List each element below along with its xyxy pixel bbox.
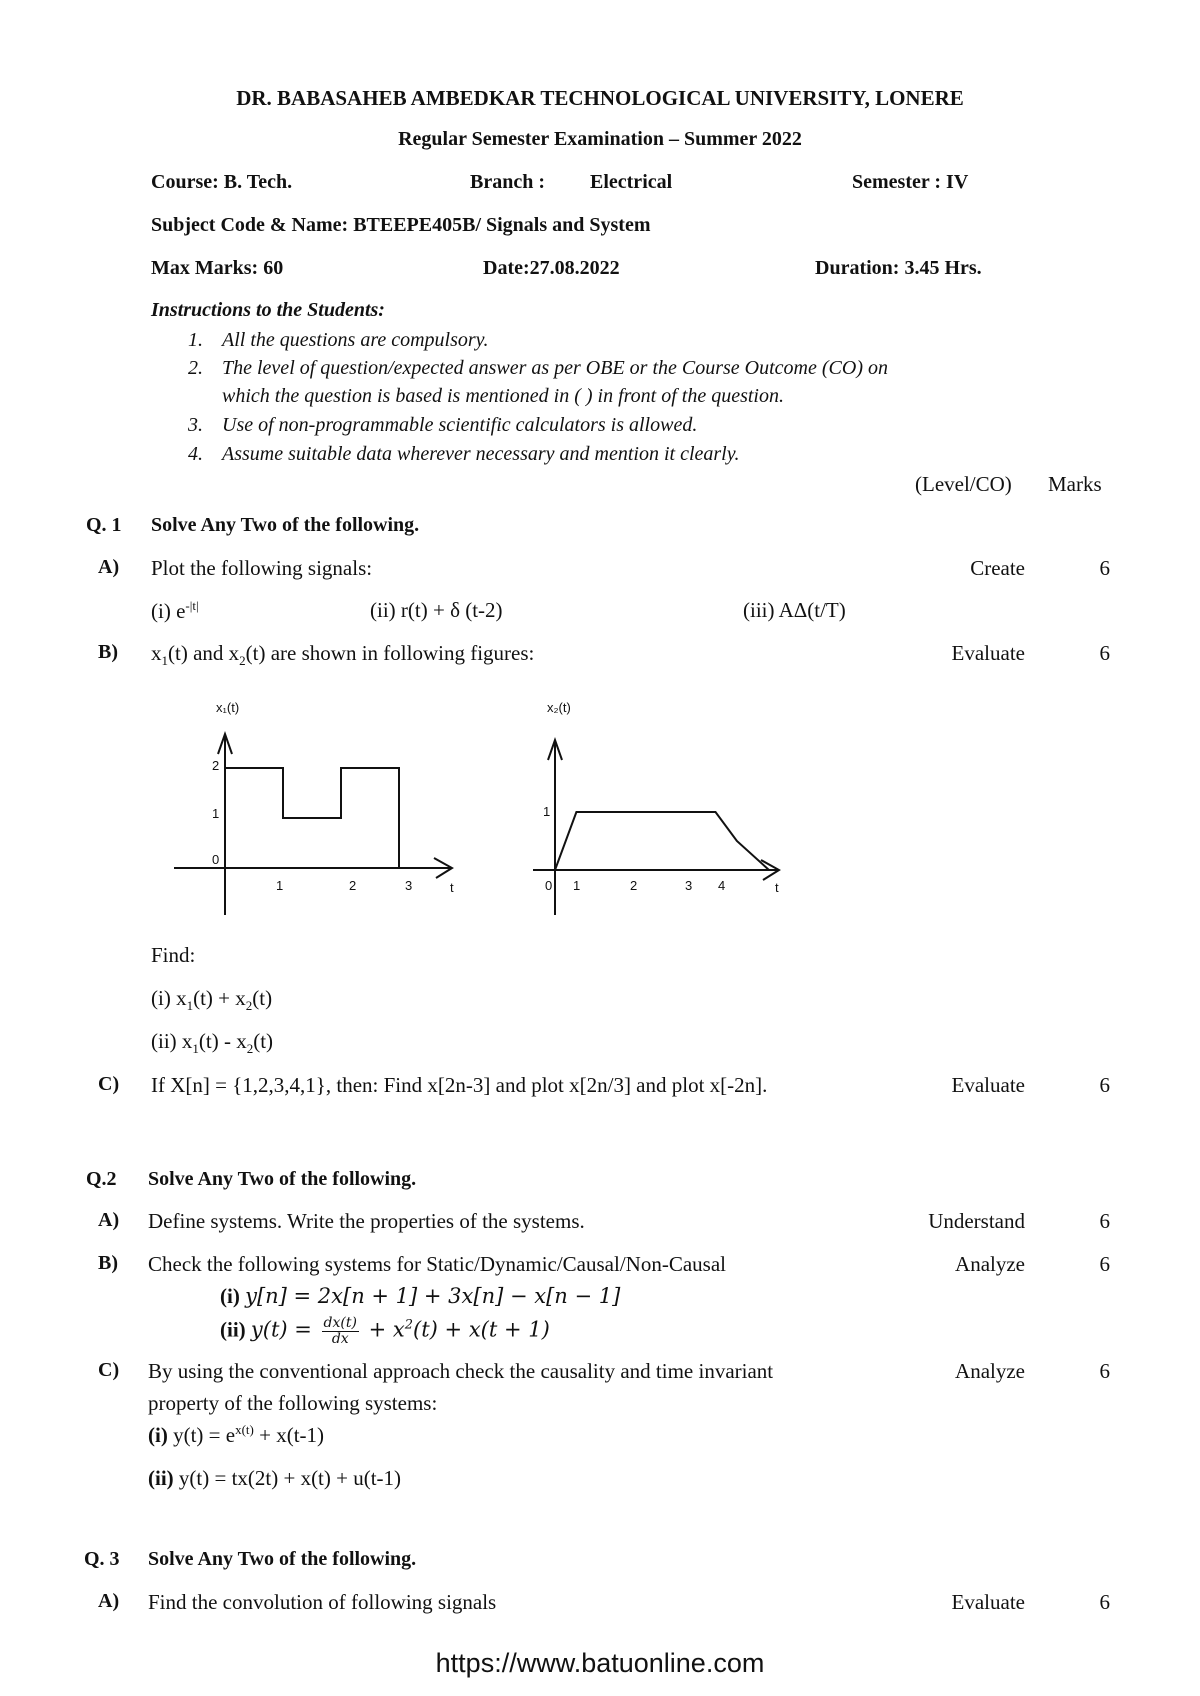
x2-signal-line (555, 812, 769, 870)
x1-xtick-2: 2 (349, 878, 357, 893)
instruction-num-3: 3. (188, 414, 203, 436)
instructions-title: Instructions to the Students: (151, 299, 385, 321)
duration: Duration: 3.45 Hrs. (815, 257, 982, 279)
course: Course: B. Tech. (151, 171, 293, 193)
q1-title: Solve Any Two of the following. (151, 514, 420, 536)
q3a-marks: 6 (1099, 1590, 1110, 1614)
q3a-label: A) (98, 1590, 120, 1612)
x2-xtick-4: 4 (718, 878, 726, 893)
q2b-equation-1: (i) y[n] = 2x[n + 1] + 3x[n] − x[n − 1] (220, 1284, 621, 1308)
x2-xtick-2: 2 (630, 878, 638, 893)
q1b-label: B) (98, 641, 118, 663)
q2a-level: Understand (928, 1209, 1025, 1233)
q2a-marks: 6 (1099, 1209, 1110, 1233)
q2c-level: Analyze (955, 1359, 1025, 1383)
q2b-text: Check the following systems for Static/Dynamic/Causal/Non-Causal (148, 1252, 726, 1276)
q1a-signal-1: (i) $e^{-|t|}$ (151, 598, 199, 623)
q1-label: Q. 1 (86, 514, 122, 536)
x1-xlabel: t (450, 880, 454, 895)
exam-date: Date:27.08.2022 (483, 257, 620, 279)
instruction-3: Use of non-programmable scientific calculators is allowed. (222, 414, 698, 436)
q3-label: Q. 3 (84, 1548, 120, 1570)
q2-title: Solve Any Two of the following. (148, 1168, 417, 1190)
figure-x1 (160, 690, 470, 930)
x1-xtick-1: 1 (276, 878, 284, 893)
q1b-level: Evaluate (951, 641, 1025, 665)
figure-x2 (525, 690, 795, 930)
q3a-text: Find the convolution of following signals (148, 1590, 497, 1614)
instruction-4: Assume suitable data wherever necessary and mention it clearly. (222, 443, 740, 465)
exam-title: Regular Semester Examination – Summer 2022 (398, 128, 802, 150)
x2-ylabel: x₂(t) (547, 700, 571, 715)
x1-ylabel: x₁(t) (216, 700, 240, 715)
q2-label: Q.2 (86, 1168, 117, 1190)
q3-title: Solve Any Two of the following. (148, 1548, 417, 1570)
q1b-text: $x_1(t)$ and $x_2(t)$ are shown in following figures: (151, 641, 535, 669)
column-level-co: (Level/CO) (915, 472, 1012, 496)
q2c-marks: 6 (1099, 1359, 1110, 1383)
x2-xtick-3: 3 (685, 878, 693, 893)
q1a-signal-3: (iii) AΔ(t/T) (743, 598, 846, 622)
instruction-num-1: 1. (188, 329, 203, 351)
q3a-level: Evaluate (951, 1590, 1025, 1614)
q1b-marks: 6 (1099, 641, 1110, 665)
instruction-num-4: 4. (188, 443, 203, 465)
subject: Subject Code & Name: BTEEPE405B/ Signals and System (151, 214, 651, 236)
x2-xlabel: t (775, 880, 779, 895)
q1a-level: Create (970, 556, 1025, 580)
instruction-2-cont: which the question is based is mentioned in ( ) in front of the question. (222, 385, 784, 407)
q1c-marks: 6 (1099, 1073, 1110, 1097)
instruction-1: All the questions are compulsory. (222, 329, 489, 351)
x1-ytick-0: 0 (212, 852, 220, 867)
q1b-find-1: (i) $x_1(t) + x_2(t)$ (151, 986, 273, 1014)
q2c-system-1: (i) $y(t) = e^{x(t)} + x(t-1)$ (148, 1422, 325, 1447)
q1b-find: Find: (151, 943, 196, 967)
branch-value: Electrical (590, 171, 673, 193)
q1a-marks: 6 (1099, 556, 1110, 580)
x1-ytick-2: 2 (212, 758, 220, 773)
q2c-text-2: property of the following systems: (148, 1391, 438, 1415)
x2-xtick-0: 0 (545, 878, 553, 893)
q1c-text: If X[n] = {1,2,3,4,1}, then: Find x[2n-3] and plot x[2n/3] and plot x[-2n]. (151, 1073, 768, 1097)
column-marks: Marks (1048, 472, 1102, 496)
x2-ytick-1: 1 (543, 804, 551, 819)
q1a-label: A) (98, 556, 120, 578)
q2b-equation-2: (ii) y(t) = $\frac{dx(t)}{dx}$ + $x^2(t) + x(t + 1)$ (220, 1315, 550, 1347)
instruction-2: The level of question/expected answer as per OBE or the Course Outcome (CO) on (222, 357, 888, 379)
footer-url[interactable]: https://www.batuonline.com (435, 1648, 765, 1678)
semester: Semester : IV (852, 171, 969, 193)
university-name: DR. BABASAHEB AMBEDKAR TECHNOLOGICAL UNIVERSITY, LONERE (236, 86, 964, 110)
q2a-text: Define systems. Write the properties of the systems. (148, 1209, 585, 1233)
q2a-label: A) (98, 1209, 120, 1231)
q2c-system-2: (ii) y(t) = tx(2t) + x(t) + u(t-1) (148, 1466, 402, 1490)
q1b-find-2: (ii) $x_1(t) - x_2(t)$ (151, 1029, 274, 1057)
q2c-text-1: By using the conventional approach check the causality and time invariant (148, 1359, 774, 1383)
q2b-label: B) (98, 1252, 118, 1274)
q2b-level: Analyze (955, 1252, 1025, 1276)
q1a-signal-2: (ii) r(t) + δ (t-2) (370, 598, 503, 622)
q1a-text: Plot the following signals: (151, 556, 373, 580)
max-marks: Max Marks: 60 (151, 257, 284, 279)
instruction-num-2: 2. (188, 357, 203, 379)
q1c-label: C) (98, 1073, 120, 1095)
x1-signal-line (225, 768, 399, 868)
derivative-fraction: $\frac{dx(t)}{dx}$ (323, 1315, 357, 1347)
branch-label: Branch : (470, 171, 545, 193)
q2c-label: C) (98, 1359, 120, 1381)
x1-ytick-1: 1 (212, 806, 220, 821)
q1c-level: Evaluate (951, 1073, 1025, 1097)
x2-xtick-1: 1 (573, 878, 581, 893)
q2b-marks: 6 (1099, 1252, 1110, 1276)
x1-xtick-3: 3 (405, 878, 413, 893)
